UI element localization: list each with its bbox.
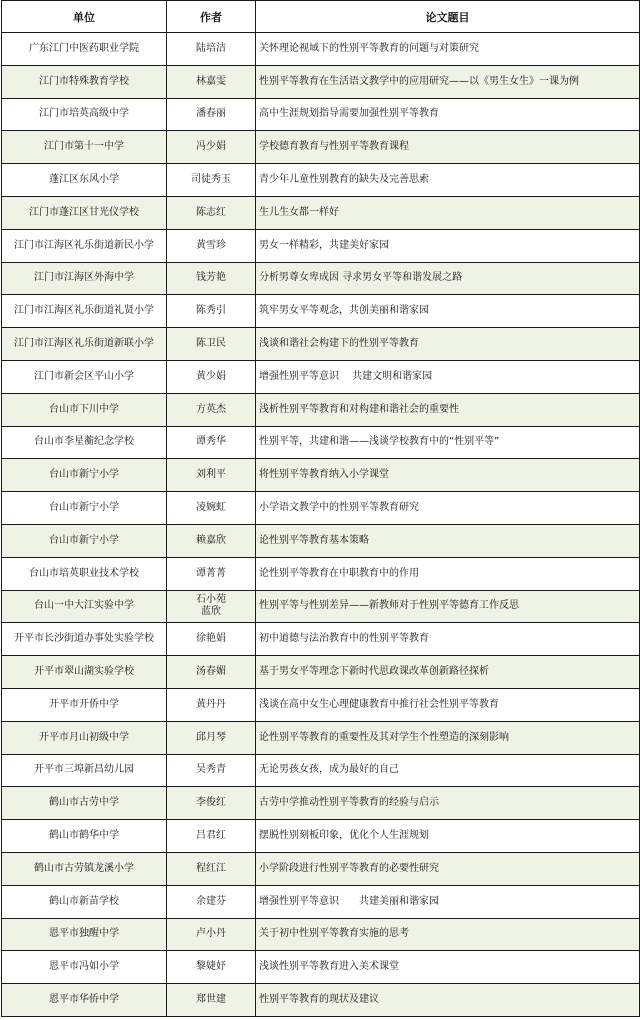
author-name: 黄少娟 [196, 370, 226, 382]
table-header [2, 1, 640, 33]
table-row [2, 65, 640, 98]
cell-author [167, 459, 256, 492]
cell-author [167, 820, 256, 853]
cell-author [167, 360, 256, 393]
author-name: 李俊红 [196, 797, 226, 809]
cell-unit: 江门市特殊教育学校 [2, 65, 167, 98]
cell-paper-title: 青少年儿童性别教育的缺失及完善思索 [256, 164, 640, 197]
header-author: 作者 [167, 1, 256, 33]
table-row [2, 623, 640, 656]
cell-author [167, 688, 256, 721]
cell-author [167, 98, 256, 131]
cell-paper-title: 增强性别平等意识 共建美丽和谐家园 [256, 885, 640, 918]
author-name: 余建芬 [196, 895, 226, 907]
table-row [2, 984, 640, 1017]
cell-unit: 台山市下川中学 [2, 393, 167, 426]
table-row [2, 787, 640, 820]
cell-paper-title: 小学语文教学中的性别平等教育研究 [256, 492, 640, 525]
cell-unit: 台山市新宁小学 [2, 492, 167, 525]
cell-unit: 江门市培英高级中学 [2, 98, 167, 131]
cell-unit: 开平市三埠新昌幼儿园 [2, 754, 167, 787]
author-name: 谭秀华 [196, 436, 226, 448]
table-row [2, 328, 640, 361]
cell-author [167, 656, 256, 689]
cell-paper-title: 性别平等，共建和谐——浅谈学校教育中的“性别平等” [256, 426, 640, 459]
author-name: 黄丹丹 [196, 698, 226, 710]
cell-unit: 恩平市冯如小学 [2, 951, 167, 984]
author-name: 林嘉雯 [196, 75, 226, 87]
author-name: 谭菁菁 [196, 567, 226, 579]
cell-unit: 开平市月山初级中学 [2, 721, 167, 754]
table-row [2, 852, 640, 885]
cell-paper-title: 浅谈在高中女生心理健康教育中推行社会性别平等教育 [256, 688, 640, 721]
cell-unit: 广东江门中医药职业学院 [2, 33, 167, 66]
author-name: 陈卫民 [196, 338, 226, 350]
cell-unit: 台山一中大江实验中学 [2, 590, 167, 623]
author-name: 卢小丹 [196, 928, 226, 940]
cell-unit: 江门市第十一中学 [2, 131, 167, 164]
cell-unit: 鹤山市古劳镇龙溪小学 [2, 852, 167, 885]
cell-paper-title: 增强性别平等意识 共建文明和谐家园 [256, 360, 640, 393]
cell-paper-title: 性别平等教育的现状及建议 [256, 984, 640, 1017]
cell-paper-title: 关怀理论视域下的性别平等教育的问题与对策研究 [256, 33, 640, 66]
table-row [2, 393, 640, 426]
cell-paper-title: 论性别平等教育基本策略 [256, 524, 640, 557]
author-name: 陈秀引 [196, 305, 226, 317]
author-name: 程红江 [196, 862, 226, 874]
cell-paper-title: 性别平等与性别差异——新教师对于性别平等德育工作反思 [256, 590, 640, 623]
cell-author [167, 787, 256, 820]
header-title: 论文题目 [256, 1, 640, 33]
cell-author [167, 295, 256, 328]
author-name: 蓝欣 [201, 606, 221, 618]
table-row [2, 459, 640, 492]
author-name: 凌婉虹 [196, 502, 226, 514]
cell-unit: 江门市江海区外海中学 [2, 262, 167, 295]
author-name: 吕君红 [196, 830, 226, 842]
table-row [2, 885, 640, 918]
cell-unit: 江门市江海区礼乐街道新民小学 [2, 229, 167, 262]
table-body [2, 33, 640, 1017]
author-name: 汤春媚 [196, 666, 226, 678]
cell-paper-title: 小学阶段进行性别平等教育的必要性研究 [256, 852, 640, 885]
author-name: 冯少娟 [196, 141, 226, 153]
cell-unit: 开平市开侨中学 [2, 688, 167, 721]
table-row [2, 131, 640, 164]
cell-paper-title: 浅谈性别平等教育进入美术课堂 [256, 951, 640, 984]
table-row [2, 721, 640, 754]
author-name: 吴秀青 [196, 764, 226, 776]
cell-author [167, 951, 256, 984]
cell-paper-title: 浅谈和谐社会构建下的性别平等教育 [256, 328, 640, 361]
cell-unit: 江门市江海区礼乐街道新联小学 [2, 328, 167, 361]
cell-unit: 恩平市华侨中学 [2, 984, 167, 1017]
cell-paper-title: 古劳中学推动性别平等教育的经验与启示 [256, 787, 640, 820]
cell-unit: 台山市新宁小学 [2, 459, 167, 492]
cell-author [167, 164, 256, 197]
cell-paper-title: 论性别平等教育在中职教育中的作用 [256, 557, 640, 590]
table-row [2, 33, 640, 66]
author-name: 郑世建 [196, 994, 226, 1005]
cell-unit: 台山市新宁小学 [2, 524, 167, 557]
cell-paper-title: 浅析性别平等教育和对构建和谐社会的重要性 [256, 393, 640, 426]
header-unit: 单位 [2, 1, 167, 33]
cell-author [167, 885, 256, 918]
cell-paper-title: 学校德育教育与性别平等教育课程 [256, 131, 640, 164]
cell-paper-title: 高中生涯规划指导需要加强性别平等教育 [256, 98, 640, 131]
cell-paper-title: 生儿生女都一样好 [256, 196, 640, 229]
cell-author [167, 721, 256, 754]
table-row [2, 820, 640, 853]
cell-author [167, 262, 256, 295]
cell-author [167, 754, 256, 787]
cell-unit: 鹤山市新苗学校 [2, 885, 167, 918]
cell-unit: 鹤山市鹤华中学 [2, 820, 167, 853]
cell-author [167, 229, 256, 262]
cell-unit: 开平市长沙街道办事处实验学校 [2, 623, 167, 656]
cell-author [167, 393, 256, 426]
table-row [2, 262, 640, 295]
table-row [2, 426, 640, 459]
cell-author [167, 426, 256, 459]
cell-author [167, 590, 256, 623]
cell-author [167, 196, 256, 229]
author-name: 徐艳娟 [196, 633, 226, 645]
cell-paper-title: 无论男孩女孩，成为最好的自己 [256, 754, 640, 787]
cell-paper-title: 初中道德与法治教育中的性别平等教育 [256, 623, 640, 656]
cell-author [167, 623, 256, 656]
cell-author [167, 852, 256, 885]
table-row [2, 590, 640, 623]
cell-unit: 台山市培英职业技术学校 [2, 557, 167, 590]
table-row [2, 656, 640, 689]
table-row [2, 688, 640, 721]
cell-unit: 恩平市独醒中学 [2, 918, 167, 951]
author-name: 司徒秀玉 [191, 174, 231, 186]
paper-list-sheet [1, 0, 639, 1017]
table-row [2, 229, 640, 262]
cell-author [167, 984, 256, 1017]
cell-paper-title: 基于男女平等理念下新时代思政课改革创新路径探析 [256, 656, 640, 689]
table-row [2, 98, 640, 131]
table-row [2, 360, 640, 393]
cell-unit: 鹤山市古劳中学 [2, 787, 167, 820]
cell-paper-title: 筑牢男女平等观念，共创美丽和谐家园 [256, 295, 640, 328]
cell-author [167, 65, 256, 98]
cell-author [167, 33, 256, 66]
cell-author [167, 524, 256, 557]
author-name: 赖嘉欣 [196, 534, 226, 546]
table-row [2, 295, 640, 328]
cell-unit: 蓬江区东风小学 [2, 164, 167, 197]
table-row [2, 557, 640, 590]
table-row [2, 524, 640, 557]
author-name: 黎婕妤 [196, 961, 226, 973]
author-name: 方英杰 [196, 403, 226, 415]
cell-author [167, 918, 256, 951]
cell-author [167, 328, 256, 361]
cell-author [167, 492, 256, 525]
cell-paper-title: 论性别平等教育的重要性及其对学生个性塑造的深刻影响 [256, 721, 640, 754]
cell-unit: 江门市江海区礼乐街道礼贤小学 [2, 295, 167, 328]
author-name: 石小苑 [196, 594, 226, 606]
table-row [2, 164, 640, 197]
author-name: 钱芳艳 [196, 272, 226, 284]
cell-unit: 江门市新会区平山小学 [2, 360, 167, 393]
author-name: 邱月琴 [196, 731, 226, 743]
cell-unit: 江门市蓬江区甘光仪学校 [2, 196, 167, 229]
table-row [2, 492, 640, 525]
author-name: 黄雪珍 [196, 239, 226, 251]
cell-paper-title: 摆脱性别刻板印象，优化个人生涯规划 [256, 820, 640, 853]
cell-unit: 台山市李星蘅纪念学校 [2, 426, 167, 459]
cell-author [167, 557, 256, 590]
author-name: 陆培洁 [196, 42, 226, 54]
table-row [2, 754, 640, 787]
table-row [2, 918, 640, 951]
cell-paper-title: 关于初中性别平等教育实施的思考 [256, 918, 640, 951]
cell-unit: 开平市翠山湖实验学校 [2, 656, 167, 689]
author-name: 刘利平 [196, 469, 226, 481]
cell-paper-title: 分析男尊女卑成因 寻求男女平等和谐发展之路 [256, 262, 640, 295]
cell-paper-title: 男女一样精彩，共建美好家园 [256, 229, 640, 262]
author-name: 潘春丽 [196, 108, 226, 120]
cell-paper-title: 将性别平等教育纳入小学课堂 [256, 459, 640, 492]
table-row [2, 196, 640, 229]
cell-author [167, 131, 256, 164]
table-row [2, 951, 640, 984]
cell-paper-title: 性别平等教育在生活语文教学中的应用研究——以《男生女生》一课为例 [256, 65, 640, 98]
paper-list-table [1, 0, 640, 1017]
header-row [2, 1, 640, 33]
author-name: 陈志红 [196, 206, 226, 218]
